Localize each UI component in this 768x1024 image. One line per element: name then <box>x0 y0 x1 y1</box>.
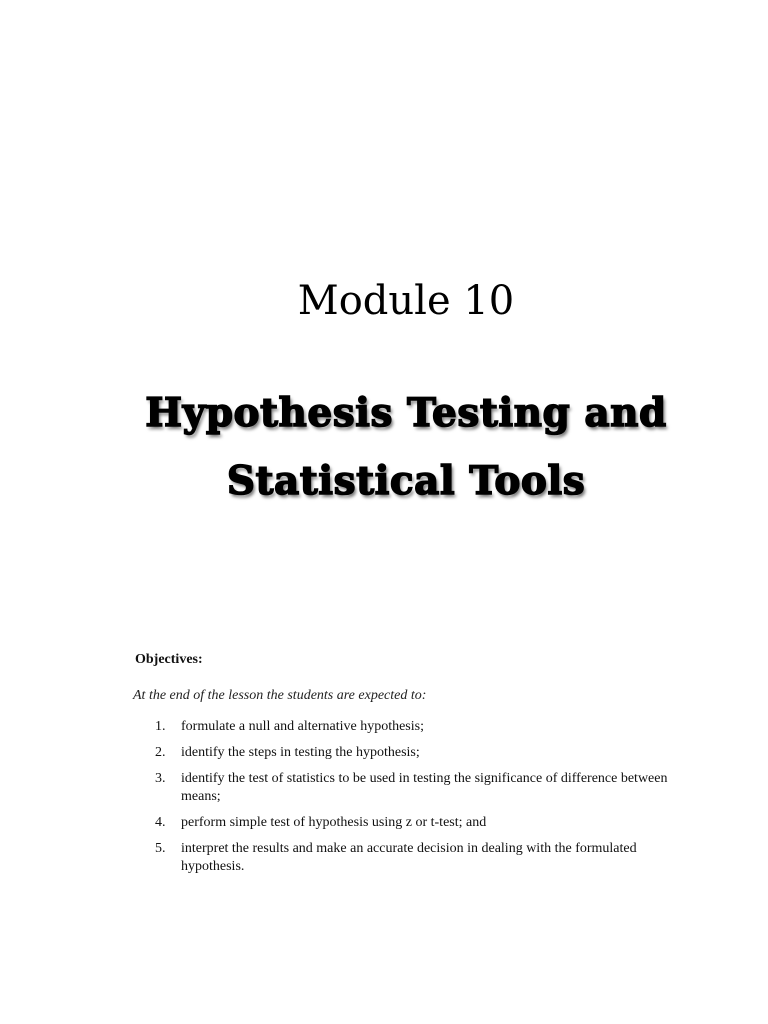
list-item-text: perform simple test of hypothesis using z or t-test; and <box>181 815 487 830</box>
objectives-intro: At the end of the lesson the students are expected to: <box>133 688 427 703</box>
list-item-text: interpret the results and make an accurate decision in dealing with the formulated hypothesis. <box>181 841 637 874</box>
list-item-number: 4. <box>155 815 166 830</box>
list-item-number: 5. <box>155 841 166 856</box>
list-item <box>155 770 675 806</box>
list-item-number: 1. <box>155 719 166 734</box>
list-item-text: identify the steps in testing the hypothesis; <box>181 745 420 760</box>
list-item <box>155 744 675 762</box>
module-label: Module 10 <box>297 278 515 324</box>
list-item-number: 2. <box>155 745 166 760</box>
list-item-number: 3. <box>155 771 166 786</box>
list-item-text: formulate a null and alternative hypothesis; <box>181 719 424 734</box>
list-item <box>155 718 675 736</box>
objectives-list <box>155 718 675 884</box>
title-line-2: Statistical Tools <box>226 458 586 504</box>
title-line-1: Hypothesis Testing and <box>145 390 667 436</box>
objectives-heading: Objectives: <box>135 652 203 667</box>
list-item-text: identify the test of statistics to be used in testing the significance of difference between means; <box>181 771 668 804</box>
list-item <box>155 840 675 876</box>
list-item <box>155 814 675 832</box>
